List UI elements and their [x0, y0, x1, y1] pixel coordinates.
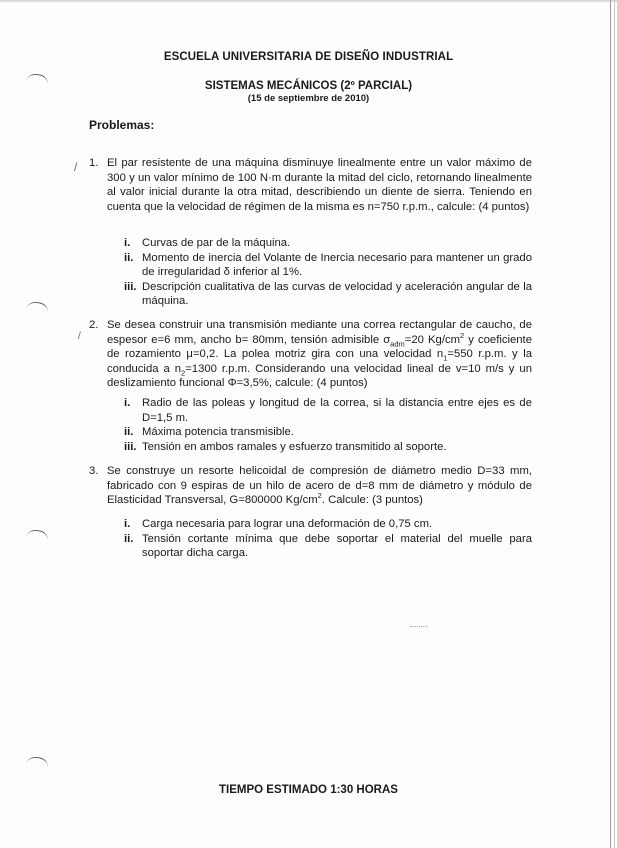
problem-1-items [124, 236, 532, 309]
page-top-edge [0, 0, 617, 3]
school-name: ESCUELA UNIVERSITARIA DE DISEÑO INDUSTRIAL [163, 51, 454, 63]
problems-heading: Problemas: [89, 118, 155, 132]
page-right-edge-outer [614, 0, 615, 848]
item-label: iii. [124, 280, 137, 293]
punch-hole-mark [25, 301, 49, 321]
item-label: i. [124, 237, 131, 249]
list-item [124, 280, 532, 309]
problem-2 [89, 318, 532, 391]
exam-subject: SISTEMAS MECÁNICOS (2º PARCIAL) [204, 80, 413, 92]
list-item [124, 236, 532, 251]
item-text: Radio de las poleas y longitud de la correa, si la distancia entre ejes es de D=1,5 m. [142, 397, 532, 424]
problem-text: El par resistente de una máquina disminuye linealmente entre un valor máximo de 300 y un valor mínimo de 100 N·m durante la mitad del ciclo, retornando linealmente al valor inicial durante la otra mitad, describiendo un diente de sierra. Teniendo en cuenta que la velocidad de régimen de la misma es n=750 r.p.m., calcule: (4 puntos) [107, 157, 532, 213]
problem-3-items [124, 517, 532, 561]
problem-1 [89, 156, 532, 214]
list-item [124, 532, 532, 561]
exam-date: (15 de septiembre de 2010) [247, 93, 370, 104]
problem-3 [89, 464, 532, 508]
item-label: iii. [124, 440, 137, 453]
item-label: i. [124, 397, 131, 409]
estimated-time: TIEMPO ESTIMADO 1:30 HORAS [219, 784, 398, 796]
punch-hole-mark [25, 529, 49, 549]
problem-number: 3. [89, 465, 99, 477]
problem-text: Se construye un resorte helicoidal de compresión de diámetro medio D=33 mm, fabricado con 9 espiras de un hilo de acero de d=8 mm de diámetro y módulo de Elasticidad Transversal, G=800000 $Kg/cm^2$. Calcule: (3 puntos) [107, 465, 532, 507]
item-text: Descripción cualitativa de las curvas de velocidad y aceleración angular de la máquina. [142, 280, 532, 308]
item-label: ii. [124, 251, 134, 264]
list-item [124, 517, 532, 532]
item-text: Momento de inercia del Volante de Inercia necesario para mantener un grado de irregularidad δ inferior al 1%. [142, 251, 532, 279]
list-item [124, 396, 532, 425]
problem-text: Se desea construir una transmisión mediante una correa rectangular de caucho, de espesor e=6 mm, ancho b= 80mm, tensión admisible $\sigma_{adm}=20$ $Kg/cm^2$ y coeficiente de rozamiento μ=0,2. La polea motriz gira con una velocidad $n_1=550$ r.p.m. y la conducida a $n_2=1300$ r.p.m. Considerando una velocidad lineal de v=10 m/s y un deslizamiento funcional Φ=3,5%, calcule: (4 puntos) [107, 319, 532, 390]
item-label: ii. [124, 426, 134, 439]
punch-hole-mark [25, 756, 49, 776]
problem-number: 2. [89, 319, 99, 331]
list-item [124, 251, 532, 280]
pen-tick-mark: / [74, 160, 78, 174]
list-item [124, 440, 532, 455]
page-right-edge [610, 0, 611, 848]
item-text: Tensión cortante mínima que debe soportar el material del muelle para soportar dicha carga. [142, 532, 532, 560]
item-text: Máxima potencia transmisible. [142, 426, 294, 439]
item-label: i. [124, 518, 131, 530]
problem-2-items [124, 396, 532, 454]
item-text: Curvas de par de la máquina. [142, 237, 291, 249]
pen-tick-mark: / [78, 331, 81, 342]
list-item [124, 425, 532, 440]
item-text: Carga necesaria para lograr una deformación de 0,75 cm. [142, 518, 433, 530]
problem-number: 1. [89, 157, 99, 169]
item-label: ii. [124, 532, 134, 545]
item-text: Tensión en ambos ramales y esfuerzo transmitido al soporte. [142, 440, 447, 453]
scan-speck [410, 626, 428, 629]
